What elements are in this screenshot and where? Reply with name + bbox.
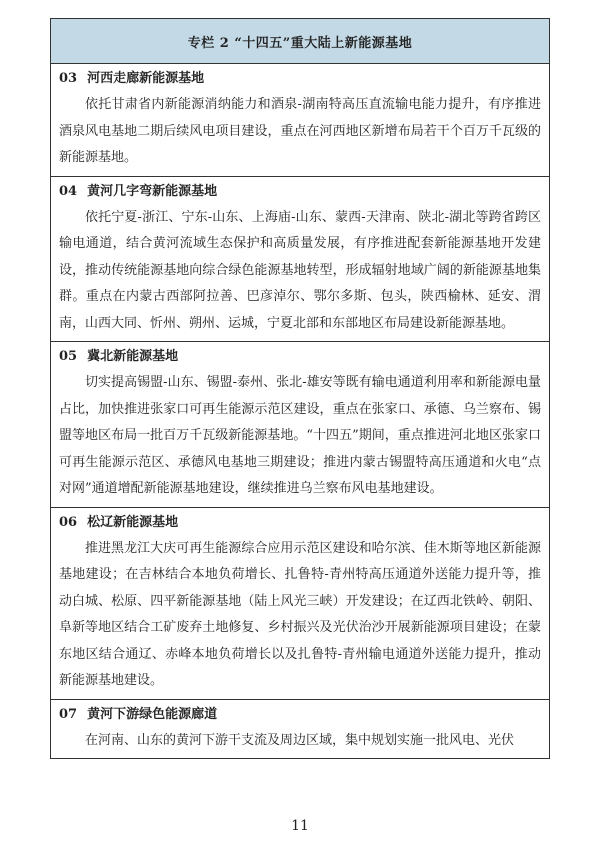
box-title: 专栏 2 “十四五”重大陆上新能源基地 [51, 19, 549, 64]
section-06 [51, 508, 549, 700]
section-number: 06 [59, 514, 78, 530]
section-body: 在河南、山东的黄河下游干支流及周边区域，集中规划实施一批风电、光伏 [85, 732, 515, 748]
section-heading [59, 702, 541, 728]
section-number: 05 [59, 349, 78, 364]
section-number: 07 [59, 706, 78, 722]
section-heading [59, 344, 541, 370]
section-number: 04 [59, 183, 78, 199]
section-heading [59, 179, 541, 205]
section-title: 河西走廊新能源基地 [87, 71, 205, 86]
section-body: 依托宁夏-浙江、宁东-山东、上海庙-山东、蒙西-天津南、陕北-湖北等跨省跨区输电通道，结合黄河流域生态保护和高质量发展，有序推进配套新能源基地开发建设，推动传统能源基地向综合绿色能源基地转型，形成辐射地域广阔的新能源基地集群。重点在内蒙古西部阿拉善、巴彦淖尔、鄂尔多斯、包头，陕西榆林、延安、渭南，山西大同、忻州、朔州、运城，宁夏北部和东部地区布局建设新能源基地。 [59, 209, 541, 331]
section-number: 03 [59, 71, 78, 86]
section-heading [59, 66, 541, 92]
section-body: 依托甘肃省内新能源消纳能力和酒泉-湖南特高压直流输电能力提升，有序推进酒泉风电基地二期后续风电项目建设，重点在河西地区新增布局若干个百万千瓦级的新能源基地。 [59, 97, 541, 165]
feature-box [50, 18, 550, 759]
section-body: 切实提高锡盟-山东、锡盟-泰州、张北-雄安等既有输电通道利用率和新能源电量占比，加快推进张家口可再生能源示范区建设，重点在张家口、承德、乌兰察布、锡盟等地区布局一批百万千瓦级新能源基地。“十四五”期间，重点推进河北地区张家口可再生能源示范区、承德风电基地三期建设；推进内蒙古锡盟特高压通道和火电“点对网”通道增配新能源基地建设，继续推进乌兰察布风电基地建设。 [59, 375, 541, 496]
section-title: 松辽新能源基地 [87, 514, 179, 530]
section-04 [51, 177, 549, 343]
section-heading [59, 510, 541, 536]
section-title: 黄河下游绿色能源廊道 [87, 706, 218, 722]
section-03 [51, 64, 549, 177]
section-title: 冀北新能源基地 [87, 349, 179, 364]
page-number: 11 [291, 818, 309, 834]
section-body: 推进黑龙江大庆可再生能源综合应用示范区建设和哈尔滨、佳木斯等地区新能源基地建设；在吉林结合本地负荷增长、扎鲁特-青州特高压通道外送能力提升等，推动白城、松原、四平新能源基地（陆上风光三峡）开发建设；在辽西北铁岭、朝阳、阜新等地区结合工矿废弃土地修复、乡村振兴及光伏治沙开展新能源项目建设；在蒙东地区结合通辽、赤峰本地负荷增长以及扎鲁特-青州输电通道外送能力提升，推动新能源基地建设。 [59, 540, 541, 688]
section-05 [51, 342, 549, 508]
section-title: 黄河几字弯新能源基地 [87, 183, 218, 199]
section-07 [51, 700, 549, 759]
